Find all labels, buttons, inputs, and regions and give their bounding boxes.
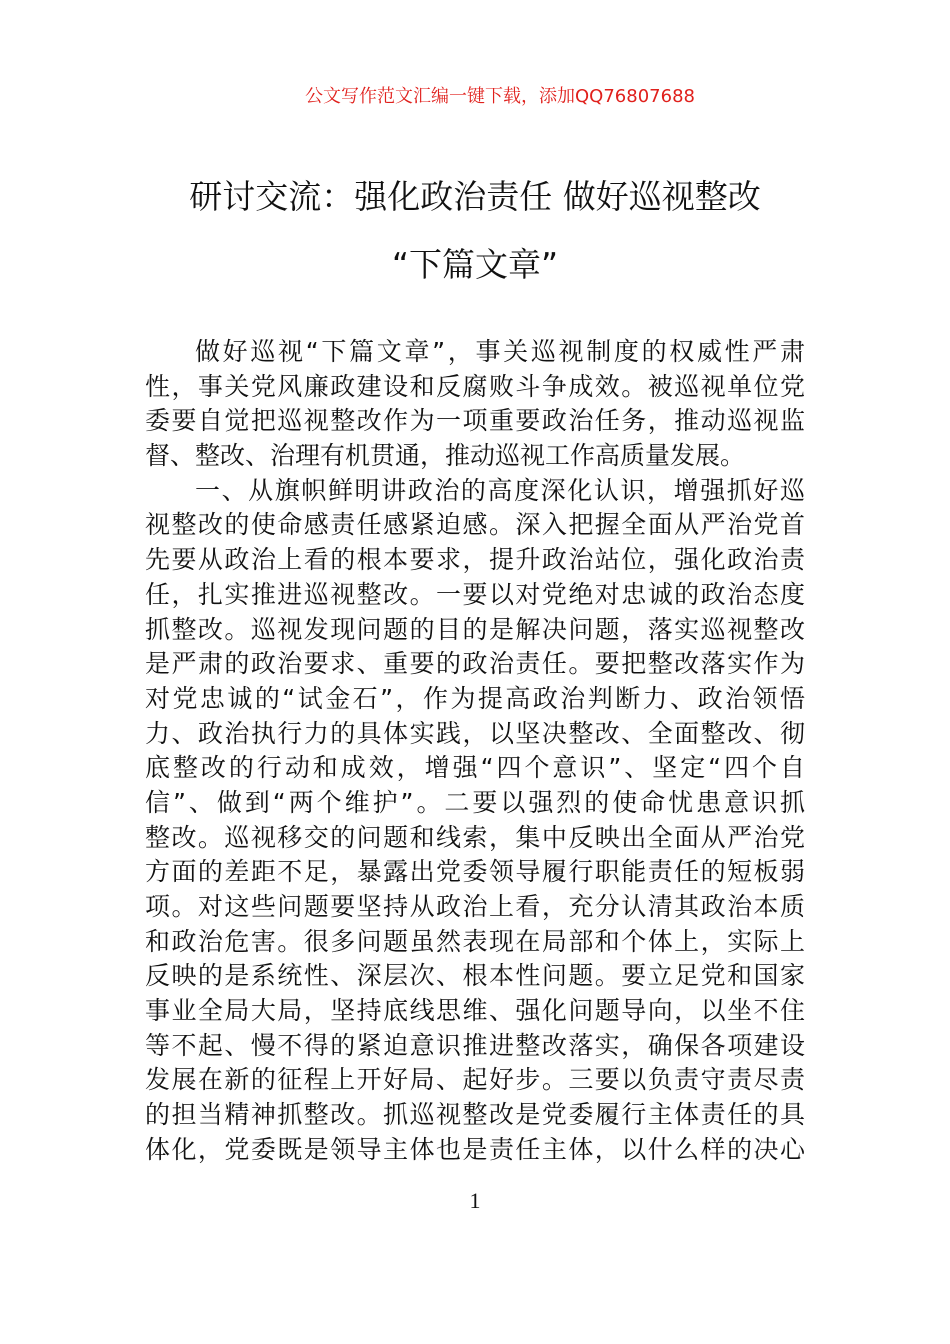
paragraph-line: 整改。巡视移交的问题和线索，集中反映出全面从严治党	[145, 822, 805, 852]
paragraph-line: 做好巡视“下篇文章”，事关巡视制度的权威性严肃	[195, 337, 805, 366]
paragraph-line: 和政治危害。很多问题虽然表现在局部和个体上，实际上	[145, 926, 805, 956]
paragraph-line: 先要从政治上看的根本要求，提升政治站位，强化政治责	[145, 545, 805, 575]
document-title-line-1: 研讨交流：强化政治责任 做好巡视整改	[189, 177, 761, 216]
paragraph-line: 体化，党委既是领导主体也是责任主体，以什么样的决心	[145, 1134, 805, 1164]
document-body	[145, 335, 805, 1168]
paragraph-line: 等不起、慢不得的紧迫意识推进整改落实，确保各项建设	[145, 1030, 805, 1060]
paragraph-line: 项。对这些问题要坚持从政治上看，充分认清其政治本质	[145, 892, 805, 921]
paragraph-line: 发展在新的征程上开好局、起好步。三要以负责守责尽责	[145, 1065, 805, 1095]
paragraph-line: 方面的差距不足，暴露出党委领导履行职能责任的短板弱	[145, 857, 805, 887]
download-notice: 公文写作范文汇编一键下载，添加QQ76807688	[305, 86, 695, 107]
paragraph-line: 信”、做到“两个维护”。二要以强烈的使命忧患意识抓	[145, 787, 805, 817]
paragraph-line: 视整改的使命感责任感紧迫感。深入把握全面从严治党首	[145, 510, 805, 540]
paragraph-line: 对党忠诚的“试金石”，作为提高政治判断力、政治领悟	[145, 683, 805, 713]
paragraph-line: 反映的是系统性、深层次、根本性问题。要立足党和国家	[145, 961, 805, 991]
paragraph-line: 的担当精神抓整改。抓巡视整改是党委履行主体责任的具	[145, 1100, 805, 1130]
document-title-line-2: “下篇文章”	[391, 245, 559, 284]
paragraph-line: 事业全局大局，坚持底线思维、强化问题导向，以坐不住	[145, 996, 805, 1026]
paragraph-line: 力、政治执行力的具体实践，以坚决整改、全面整改、彻	[145, 718, 805, 748]
paragraph-line: 是严肃的政治要求、重要的政治责任。要把整改落实作为	[145, 649, 805, 679]
paragraph-line: 督、整改、治理有机贯通，推动巡视工作高质量发展。	[145, 441, 746, 471]
paragraph-line: 性，事关党风廉政建设和反腐败斗争成效。被巡视单位党	[145, 371, 805, 401]
page-number: 1	[469, 1188, 481, 1213]
paragraph-line: 底整改的行动和成效，增强“四个意识”、坚定“四个自	[145, 753, 805, 783]
paragraph-line: 任，扎实推进巡视整改。一要以对党绝对忠诚的政治态度	[145, 579, 805, 609]
paragraph-line: 委要自觉把巡视整改作为一项重要政治任务，推动巡视监	[145, 406, 805, 436]
paragraph-line: 一、从旗帜鲜明讲政治的高度深化认识，增强抓好巡	[195, 475, 805, 505]
paragraph-line: 抓整改。巡视发现问题的目的是解决问题，落实巡视整改	[145, 614, 805, 644]
